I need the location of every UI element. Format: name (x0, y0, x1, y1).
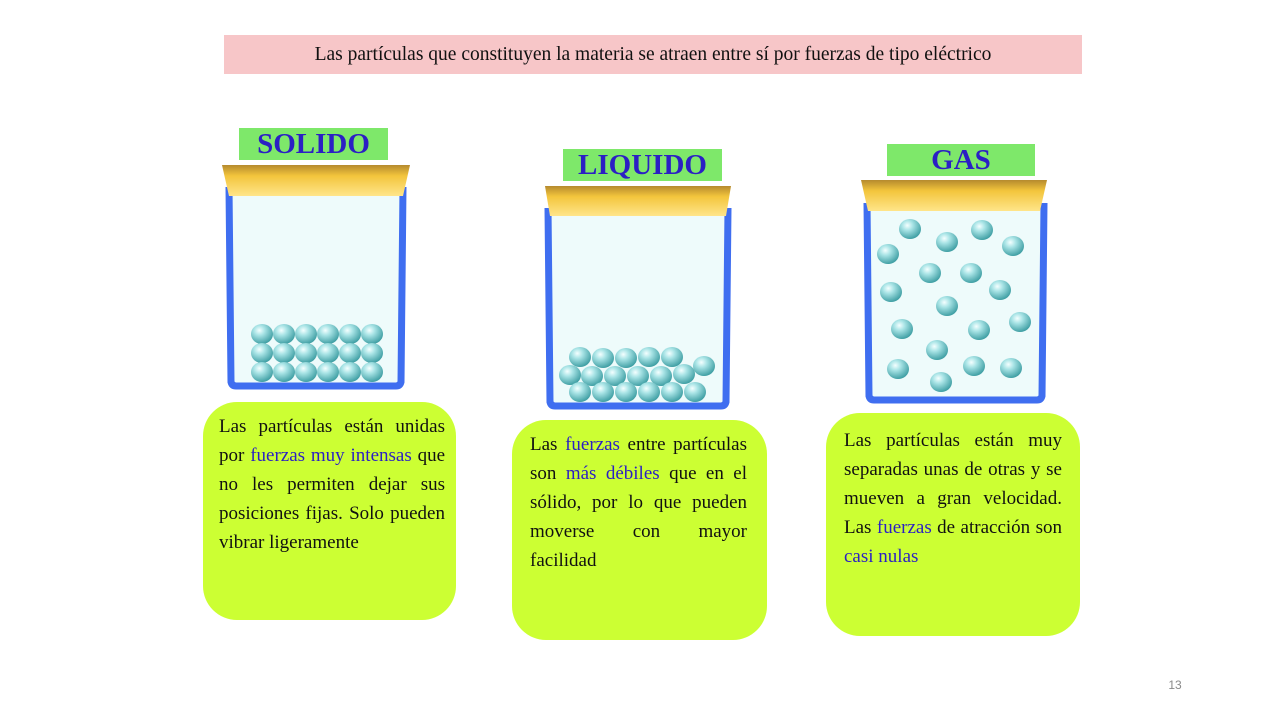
page-number: 13 (1168, 678, 1182, 692)
title-text: Las partículas que constituyen la materia se atraen entre sí por fuerzas de tipo eléctrico (314, 43, 992, 65)
gas-particle (963, 356, 985, 376)
solid-particle (317, 362, 339, 382)
highlighted-text: casi nulas (844, 546, 919, 567)
solid-particle (251, 343, 273, 363)
gas-particle (919, 263, 941, 283)
solid-particle (317, 324, 339, 344)
solid-particle (339, 324, 361, 344)
liquid-particle (615, 382, 637, 402)
liquid-particle (684, 382, 706, 402)
liquid-particle (661, 382, 683, 402)
gas-particle (1000, 358, 1022, 378)
description-segment: de atracción son (931, 517, 1062, 538)
liquid-particle (661, 347, 683, 367)
liquid-particle (693, 356, 715, 376)
solid-particle (273, 362, 295, 382)
gas-particle (899, 219, 921, 239)
gas-particle (891, 319, 913, 339)
liquid-description (512, 420, 767, 640)
description-segment: que en el sólido, por lo que pueden moverse con mayor facilidad (530, 463, 747, 571)
liquid-particle (569, 347, 591, 367)
highlighted-text: más débiles (565, 463, 660, 484)
description-segment: Las partículas están unidas por (219, 416, 445, 466)
solid-particle (339, 343, 361, 363)
gas-particle (936, 232, 958, 252)
gas-lid (861, 180, 1047, 211)
gas-particle (930, 372, 952, 392)
solid-particle (339, 362, 361, 382)
description-segment: Las partículas están muy separadas unas de otras y se mueven a gran velocidad. Las (844, 430, 1062, 538)
solid-particle (295, 343, 317, 363)
liquid-particle (638, 382, 660, 402)
highlighted-text: fuerzas (876, 517, 932, 538)
solid-particle (251, 324, 273, 344)
gas-description (826, 413, 1080, 636)
description-segment: Las (530, 434, 566, 455)
liquid-lid (545, 186, 731, 216)
gas-particle (960, 263, 982, 283)
liquid-particle (615, 348, 637, 368)
gas-particle (989, 280, 1011, 300)
solid-particle (273, 324, 295, 344)
liquid-particle (559, 365, 581, 385)
liquid-particle (592, 348, 614, 368)
liquid-particle (569, 382, 591, 402)
solid-particle (295, 324, 317, 344)
solid-particle (251, 362, 273, 382)
gas-particle (877, 244, 899, 264)
liquid-label-text: LIQUIDO (578, 148, 707, 181)
gas-particle (971, 220, 993, 240)
description-segment: entre partículas son (530, 434, 747, 484)
gas-particle (1002, 236, 1024, 256)
liquid-particle (638, 347, 660, 367)
solid-particle (361, 343, 383, 363)
highlighted-text: fuerzas (565, 434, 620, 455)
description-segment: que no les permiten dejar sus posiciones fijas. Solo pueden vibrar ligeramente (219, 445, 446, 553)
solid-label-text: SOLIDO (257, 127, 370, 160)
solid-particle (295, 362, 317, 382)
solid-particle (361, 324, 383, 344)
solid-description-text (219, 412, 445, 557)
solid-description (203, 402, 456, 620)
gas-particle (926, 340, 948, 360)
solid-particle (273, 343, 295, 363)
gas-description-text (844, 426, 1062, 571)
gas-particle (880, 282, 902, 302)
solid-lid (222, 165, 410, 196)
liquid-particle (673, 364, 695, 384)
solid-particle (317, 343, 339, 363)
highlighted-text: fuerzas muy intensas (250, 445, 412, 466)
liquid-particle (592, 382, 614, 402)
gas-particle (1009, 312, 1031, 332)
solid-particle (361, 362, 383, 382)
gas-particle (936, 296, 958, 316)
gas-particle (968, 320, 990, 340)
liquid-description-text (530, 430, 747, 575)
gas-label-text: GAS (931, 143, 991, 176)
gas-particle (887, 359, 909, 379)
